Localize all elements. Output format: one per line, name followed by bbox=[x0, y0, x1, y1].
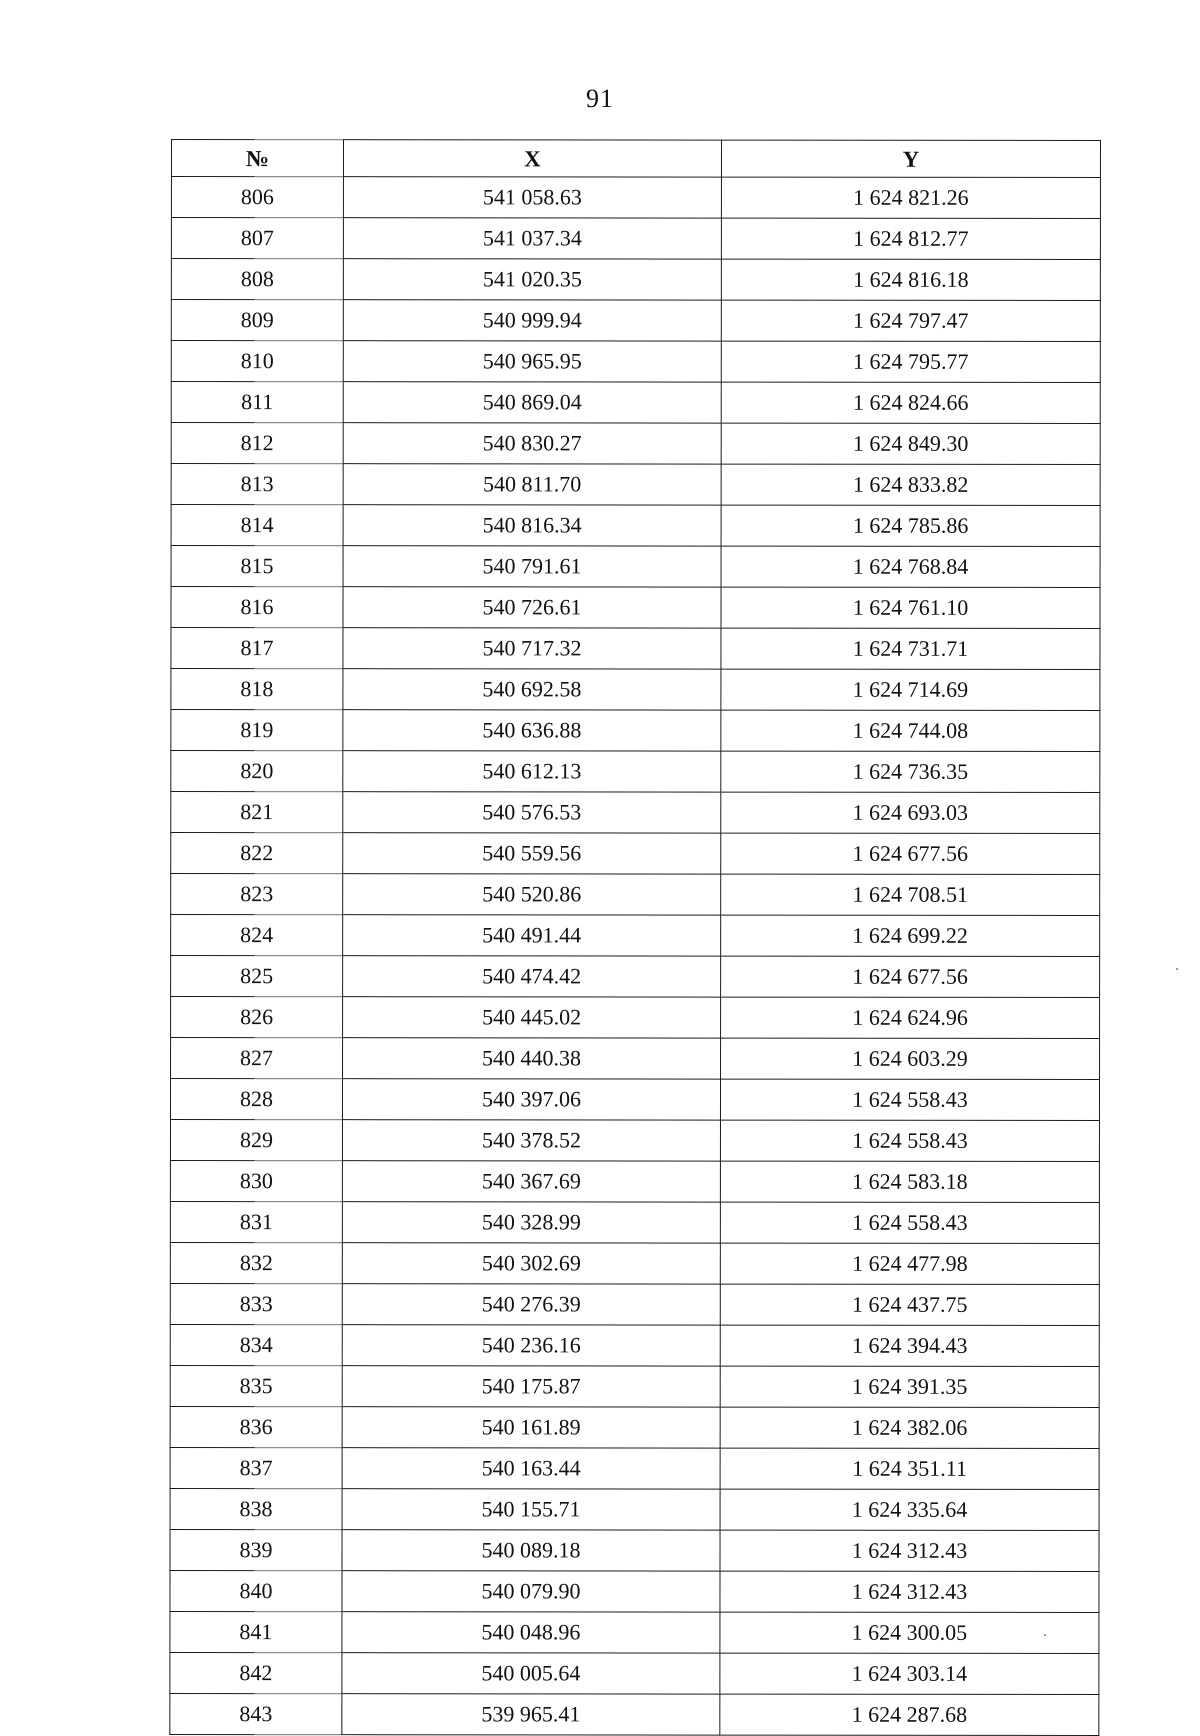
point-number-cell: 839 bbox=[170, 1529, 342, 1570]
scan-speck bbox=[1044, 1634, 1046, 1636]
x-coordinate-cell: 540 155.71 bbox=[342, 1489, 720, 1530]
table-row bbox=[171, 997, 1100, 1039]
point-number-cell: 832 bbox=[170, 1242, 342, 1283]
x-coordinate-cell: 541 020.35 bbox=[343, 259, 721, 300]
x-coordinate-cell: 540 816.34 bbox=[343, 505, 721, 546]
point-number-cell: 840 bbox=[170, 1570, 342, 1611]
y-coordinate-cell: 1 624 382.06 bbox=[720, 1407, 1099, 1448]
table-row bbox=[170, 1529, 1099, 1571]
table-row bbox=[171, 300, 1100, 342]
table-row bbox=[170, 1611, 1099, 1653]
point-number-cell: 834 bbox=[170, 1324, 342, 1365]
table-row bbox=[171, 956, 1100, 998]
point-number-cell: 828 bbox=[170, 1079, 342, 1120]
coordinates-table bbox=[169, 139, 1101, 1736]
point-number-cell: 810 bbox=[171, 341, 343, 382]
table-row bbox=[171, 505, 1100, 547]
x-coordinate-cell: 540 048.96 bbox=[342, 1612, 720, 1653]
x-coordinate-cell: 540 367.69 bbox=[342, 1161, 720, 1202]
y-coordinate-cell: 1 624 761.10 bbox=[721, 587, 1100, 628]
point-number-cell: 835 bbox=[170, 1365, 342, 1406]
x-coordinate-cell: 540 791.61 bbox=[343, 546, 721, 587]
table-row bbox=[170, 1120, 1099, 1162]
table-row bbox=[170, 1242, 1099, 1284]
point-number-cell: 813 bbox=[171, 464, 343, 505]
x-coordinate-cell: 540 811.70 bbox=[343, 464, 721, 505]
x-coordinate-cell: 540 089.18 bbox=[342, 1530, 720, 1571]
y-coordinate-cell: 1 624 693.03 bbox=[721, 792, 1100, 833]
table-row bbox=[170, 1570, 1099, 1612]
y-coordinate-cell: 1 624 833.82 bbox=[721, 464, 1100, 505]
point-number-cell: 820 bbox=[171, 751, 343, 792]
point-number-cell: 842 bbox=[170, 1652, 342, 1693]
y-coordinate-cell: 1 624 351.11 bbox=[720, 1448, 1099, 1489]
point-number-cell: 807 bbox=[171, 218, 343, 259]
point-number-cell: 822 bbox=[171, 833, 343, 874]
x-coordinate-cell: 541 037.34 bbox=[343, 218, 721, 259]
table-row bbox=[170, 1693, 1099, 1735]
y-coordinate-cell: 1 624 624.96 bbox=[721, 997, 1100, 1038]
y-coordinate-cell: 1 624 824.66 bbox=[721, 382, 1100, 423]
header-y: Y bbox=[721, 140, 1100, 177]
point-number-cell: 819 bbox=[171, 710, 343, 751]
y-coordinate-cell: 1 624 699.22 bbox=[721, 915, 1100, 956]
y-coordinate-cell: 1 624 287.68 bbox=[720, 1694, 1099, 1735]
x-coordinate-cell: 540 440.38 bbox=[343, 1038, 721, 1079]
y-coordinate-cell: 1 624 677.56 bbox=[721, 956, 1100, 997]
table-row bbox=[171, 259, 1100, 301]
x-coordinate-cell: 540 830.27 bbox=[343, 423, 721, 464]
y-coordinate-cell: 1 624 437.75 bbox=[720, 1284, 1099, 1325]
y-coordinate-cell: 1 624 795.77 bbox=[721, 341, 1100, 382]
point-number-cell: 814 bbox=[171, 505, 343, 546]
table-row bbox=[171, 833, 1100, 875]
table-body bbox=[170, 177, 1101, 1736]
y-coordinate-cell: 1 624 394.43 bbox=[720, 1325, 1099, 1366]
point-number-cell: 841 bbox=[170, 1611, 342, 1652]
x-coordinate-cell: 540 328.99 bbox=[342, 1202, 720, 1243]
x-coordinate-cell: 541 058.63 bbox=[343, 177, 721, 218]
scan-speck bbox=[1176, 968, 1178, 970]
table-row bbox=[170, 1324, 1099, 1366]
header-x: X bbox=[343, 140, 721, 177]
point-number-cell: 837 bbox=[170, 1447, 342, 1488]
point-number-cell: 830 bbox=[170, 1161, 342, 1202]
y-coordinate-cell: 1 624 677.56 bbox=[721, 833, 1100, 874]
x-coordinate-cell: 540 999.94 bbox=[343, 300, 721, 341]
y-coordinate-cell: 1 624 736.35 bbox=[721, 751, 1100, 792]
table-row bbox=[170, 1283, 1099, 1325]
x-coordinate-cell: 540 005.64 bbox=[342, 1653, 720, 1694]
page-number: 91 bbox=[586, 84, 614, 113]
table-header bbox=[171, 140, 1100, 178]
point-number-cell: 843 bbox=[170, 1693, 342, 1734]
x-coordinate-cell: 540 079.90 bbox=[342, 1571, 720, 1612]
x-coordinate-cell: 540 717.32 bbox=[343, 628, 721, 669]
x-coordinate-cell: 540 302.69 bbox=[342, 1243, 720, 1284]
table-row bbox=[170, 1079, 1099, 1121]
point-number-cell: 826 bbox=[171, 997, 343, 1038]
x-coordinate-cell: 540 869.04 bbox=[343, 382, 721, 423]
x-coordinate-cell: 540 236.16 bbox=[342, 1325, 720, 1366]
y-coordinate-cell: 1 624 768.84 bbox=[721, 546, 1100, 587]
y-coordinate-cell: 1 624 785.86 bbox=[721, 505, 1100, 546]
x-coordinate-cell: 539 965.41 bbox=[342, 1694, 720, 1735]
point-number-cell: 806 bbox=[171, 177, 343, 218]
table-row bbox=[170, 1447, 1099, 1489]
x-coordinate-cell: 540 276.39 bbox=[342, 1284, 720, 1325]
point-number-cell: 809 bbox=[171, 300, 343, 341]
point-number-cell: 829 bbox=[170, 1120, 342, 1161]
y-coordinate-cell: 1 624 300.05 bbox=[720, 1612, 1099, 1653]
x-coordinate-cell: 540 559.56 bbox=[343, 833, 721, 874]
x-coordinate-cell: 540 692.58 bbox=[343, 669, 721, 710]
y-coordinate-cell: 1 624 849.30 bbox=[721, 423, 1100, 464]
table-row bbox=[171, 587, 1100, 629]
point-number-cell: 821 bbox=[171, 792, 343, 833]
x-coordinate-cell: 540 636.88 bbox=[343, 710, 721, 751]
table-row bbox=[171, 546, 1100, 588]
y-coordinate-cell: 1 624 391.35 bbox=[720, 1366, 1099, 1407]
y-coordinate-cell: 1 624 708.51 bbox=[721, 874, 1100, 915]
y-coordinate-cell: 1 624 303.14 bbox=[720, 1653, 1099, 1694]
y-coordinate-cell: 1 624 335.64 bbox=[720, 1489, 1099, 1530]
table-row bbox=[171, 874, 1100, 916]
table-row bbox=[170, 1652, 1099, 1694]
point-number-cell: 818 bbox=[171, 669, 343, 710]
y-coordinate-cell: 1 624 477.98 bbox=[720, 1243, 1099, 1284]
x-coordinate-cell: 540 397.06 bbox=[342, 1079, 720, 1120]
table-row bbox=[171, 710, 1100, 752]
y-coordinate-cell: 1 624 797.47 bbox=[721, 300, 1100, 341]
point-number-cell: 827 bbox=[171, 1038, 343, 1079]
y-coordinate-cell: 1 624 583.18 bbox=[720, 1161, 1099, 1202]
point-number-cell: 825 bbox=[171, 956, 343, 997]
table-row bbox=[171, 915, 1100, 957]
point-number-cell: 823 bbox=[171, 874, 343, 915]
y-coordinate-cell: 1 624 558.43 bbox=[720, 1120, 1099, 1161]
y-coordinate-cell: 1 624 714.69 bbox=[721, 669, 1100, 710]
point-number-cell: 815 bbox=[171, 546, 343, 587]
y-coordinate-cell: 1 624 312.43 bbox=[720, 1530, 1099, 1571]
point-number-cell: 831 bbox=[170, 1202, 342, 1243]
table-row bbox=[171, 751, 1100, 793]
table-row bbox=[171, 341, 1100, 383]
x-coordinate-cell: 540 175.87 bbox=[342, 1366, 720, 1407]
table-row bbox=[171, 628, 1100, 670]
table-row bbox=[171, 423, 1100, 465]
y-coordinate-cell: 1 624 731.71 bbox=[721, 628, 1100, 669]
x-coordinate-cell: 540 474.42 bbox=[343, 956, 721, 997]
point-number-cell: 808 bbox=[171, 259, 343, 300]
y-coordinate-cell: 1 624 312.43 bbox=[720, 1571, 1099, 1612]
point-number-cell: 836 bbox=[170, 1406, 342, 1447]
table-row bbox=[170, 1161, 1099, 1203]
table-row bbox=[170, 1365, 1099, 1407]
header-row bbox=[171, 140, 1100, 178]
x-coordinate-cell: 540 965.95 bbox=[343, 341, 721, 382]
point-number-cell: 824 bbox=[171, 915, 343, 956]
y-coordinate-cell: 1 624 558.43 bbox=[720, 1202, 1099, 1243]
point-number-cell: 833 bbox=[170, 1283, 342, 1324]
table-row bbox=[171, 382, 1100, 424]
table-row bbox=[170, 1406, 1099, 1448]
x-coordinate-cell: 540 612.13 bbox=[343, 751, 721, 792]
point-number-cell: 816 bbox=[171, 587, 343, 628]
x-coordinate-cell: 540 161.89 bbox=[342, 1407, 720, 1448]
y-coordinate-cell: 1 624 744.08 bbox=[721, 710, 1100, 751]
point-number-cell: 812 bbox=[171, 423, 343, 464]
table-row bbox=[170, 1202, 1099, 1244]
x-coordinate-cell: 540 445.02 bbox=[343, 997, 721, 1038]
table-row bbox=[171, 177, 1100, 219]
table-row bbox=[170, 1488, 1099, 1530]
y-coordinate-cell: 1 624 812.77 bbox=[721, 218, 1100, 259]
x-coordinate-cell: 540 491.44 bbox=[343, 915, 721, 956]
header-number: № bbox=[171, 140, 343, 177]
table-row bbox=[171, 1038, 1100, 1080]
y-coordinate-cell: 1 624 821.26 bbox=[721, 177, 1100, 218]
point-number-cell: 811 bbox=[171, 382, 343, 423]
point-number-cell: 817 bbox=[171, 628, 343, 669]
x-coordinate-cell: 540 520.86 bbox=[343, 874, 721, 915]
table-row bbox=[171, 218, 1100, 260]
y-coordinate-cell: 1 624 603.29 bbox=[721, 1038, 1100, 1079]
x-coordinate-cell: 540 163.44 bbox=[342, 1448, 720, 1489]
table-row bbox=[171, 669, 1100, 711]
y-coordinate-cell: 1 624 816.18 bbox=[721, 259, 1100, 300]
point-number-cell: 838 bbox=[170, 1488, 342, 1529]
x-coordinate-cell: 540 726.61 bbox=[343, 587, 721, 628]
table-row bbox=[171, 792, 1100, 834]
table-row bbox=[171, 464, 1100, 506]
x-coordinate-cell: 540 576.53 bbox=[343, 792, 721, 833]
y-coordinate-cell: 1 624 558.43 bbox=[720, 1079, 1099, 1120]
x-coordinate-cell: 540 378.52 bbox=[342, 1120, 720, 1161]
